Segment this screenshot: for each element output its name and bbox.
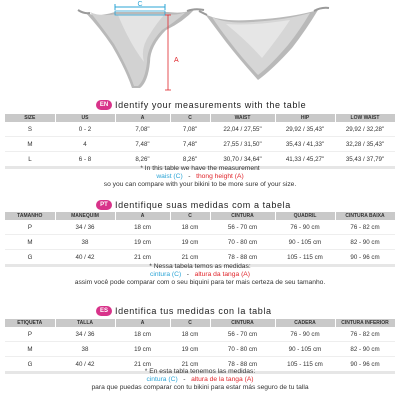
table-cell: 19 cm	[170, 342, 210, 357]
note-dash: -	[188, 173, 191, 181]
table-cell: 29,92 / 32,28"	[335, 122, 395, 137]
table-cell: 21 cm	[134, 360, 151, 368]
table-cell: 78 - 88 cm	[227, 253, 258, 261]
table-cell: 105 - 115 cm	[287, 253, 323, 261]
table-cell: 21 cm	[181, 360, 199, 368]
table-cell: 76 - 90 cm	[275, 220, 335, 235]
table-cell: 90 - 105 cm	[275, 235, 335, 250]
lang-badge-es: ES	[96, 306, 112, 316]
table-cell: 7,08"	[115, 122, 170, 137]
table-row	[5, 342, 395, 357]
table-cell: 78 - 88 cm	[227, 360, 258, 368]
column-header: WAIST	[210, 114, 275, 122]
column-header: QUADRIL	[275, 212, 335, 220]
table-cell: 82 - 90 cm	[335, 235, 395, 250]
note-dash: -	[183, 376, 186, 384]
note-thong: altura da tanga (A)	[194, 271, 250, 279]
table-cell: L	[28, 155, 32, 163]
note-line-2	[0, 376, 400, 384]
table-cell: 35,43 / 37,79"	[345, 155, 385, 163]
bikini-front-illustration	[78, 9, 204, 88]
note-dash: -	[186, 271, 190, 279]
table-row	[5, 220, 395, 235]
table-cell: 76 - 90 cm	[275, 327, 335, 342]
table-row	[5, 122, 395, 137]
table-cell: 4	[55, 137, 115, 152]
section-title-en: Identify your measurements with the table	[115, 100, 307, 110]
table-cell: 19 cm	[115, 342, 170, 357]
note-line-1: * En esta tabla tenemos las medidas:	[144, 368, 256, 375]
column-header: CADERA	[275, 319, 335, 327]
table-cell: P	[5, 220, 55, 235]
lang-badge-en: EN	[96, 100, 112, 110]
table-cell: G	[27, 360, 33, 368]
column-header: CINTURA	[210, 212, 275, 220]
note-line-3: assim você pode comparar com o seu biquini para ter mais certeza de seu tamanho.	[74, 279, 326, 287]
table-cell: G	[27, 253, 33, 261]
table-cell: 70 - 80 cm	[210, 342, 275, 357]
note-waist: waist (C)	[156, 173, 183, 181]
table-cell: 105 - 115 cm	[287, 360, 323, 368]
table-cell: M	[5, 235, 55, 250]
table-cell: M	[5, 342, 55, 357]
table-cell: 40 / 42	[75, 360, 95, 368]
section-title-es: Identifica tus medidas con la tabla	[115, 306, 272, 316]
table-cell: 19 cm	[115, 235, 170, 250]
table-cell: 41,33 / 45,27"	[285, 155, 325, 163]
table-cell: 82 - 90 cm	[335, 342, 395, 357]
note-line-3: so you can compare with your bikini to be more sure of your size.	[103, 181, 297, 189]
column-header: TALLA	[55, 319, 115, 327]
table-cell: 34 / 36	[55, 327, 115, 342]
section-header-en	[0, 98, 400, 112]
note-line-1: * In this table we have the measurement	[140, 165, 260, 172]
note-thong: thong height (A)	[196, 173, 244, 181]
table-cell: 90 - 105 cm	[275, 342, 335, 357]
column-header: LOW WAIST	[335, 114, 395, 122]
table-cell: 70 - 80 cm	[210, 235, 275, 250]
column-header: C	[170, 212, 210, 220]
note-thong: altura de la tanga (A)	[191, 376, 254, 384]
note-waist: cintura (C)	[146, 376, 178, 384]
column-header: CINTURA	[210, 319, 275, 327]
table-cell: 18 cm	[115, 220, 170, 235]
column-header: US	[55, 114, 115, 122]
table-cell: 30,70 / 34,64"	[223, 155, 262, 163]
column-header: TAMANHO	[5, 212, 55, 220]
table-cell: 90 - 96 cm	[350, 253, 380, 261]
note-en	[0, 165, 400, 190]
table-header-row	[5, 212, 395, 220]
section-header-pt	[0, 198, 400, 212]
table-cell: 0 - 2	[55, 122, 115, 137]
column-header: A	[115, 114, 170, 122]
table-cell: 22,04 / 27,55"	[210, 122, 275, 137]
column-header: C	[170, 319, 210, 327]
note-line-3: para que puedas comparar con tu bikini para estar más seguro de tu talla	[91, 384, 309, 392]
table-cell: S	[5, 122, 55, 137]
table-cell: 18 cm	[115, 327, 170, 342]
table-cell: 19 cm	[170, 235, 210, 250]
table-cell: 21 cm	[134, 253, 151, 261]
table-row	[5, 235, 395, 250]
column-header: SIZE	[5, 114, 55, 122]
table-cell: 34 / 36	[55, 220, 115, 235]
label-c: C	[137, 1, 143, 8]
note-pt	[0, 263, 400, 288]
table-cell: 38	[55, 235, 115, 250]
column-header: C	[170, 114, 210, 122]
table-cell: 7,48"	[115, 137, 170, 152]
table-cell: M	[5, 137, 55, 152]
bikini-back-illustration	[199, 8, 329, 80]
table-cell: 56 - 70 cm	[210, 327, 275, 342]
table-cell: 8,26"	[182, 155, 198, 163]
table-cell: 7,08"	[170, 122, 210, 137]
table-cell: P	[5, 327, 55, 342]
note-line-2	[0, 271, 400, 279]
table-cell: 38	[55, 342, 115, 357]
lang-badge-pt: PT	[96, 200, 112, 210]
note-line-1: * Nessa tabela temos as medidas:	[149, 263, 251, 270]
table-cell: 18 cm	[170, 327, 210, 342]
table-cell: 27,55 / 31,50"	[210, 137, 275, 152]
size-table-pt	[5, 212, 396, 267]
table-cell: 18 cm	[170, 220, 210, 235]
table-cell: 21 cm	[181, 253, 199, 261]
table-row	[5, 137, 395, 152]
table-row	[5, 250, 395, 265]
table-row	[5, 152, 395, 167]
column-header: A	[115, 319, 170, 327]
column-header: ETIQUETA	[5, 319, 55, 327]
column-header: MANEQUIM	[55, 212, 115, 220]
table-cell: 7,48"	[170, 137, 210, 152]
table-cell: 40 / 42	[75, 253, 95, 261]
table-cell: 29,92 / 35,43"	[275, 122, 335, 137]
table-cell: 76 - 82 cm	[335, 327, 395, 342]
column-header: A	[115, 212, 170, 220]
table-cell: 6 - 8	[78, 155, 92, 163]
note-waist: cintura (C)	[149, 271, 182, 279]
label-a: A	[174, 57, 179, 64]
note-line-2	[0, 173, 400, 181]
table-header-row	[5, 319, 395, 327]
section-header-es	[0, 304, 400, 318]
table-cell: 8,26"	[135, 155, 150, 163]
column-header: CINTURA BAIXA	[335, 212, 395, 220]
table-cell: 76 - 82 cm	[335, 220, 395, 235]
column-header: HIP	[275, 114, 335, 122]
size-table-en	[5, 114, 396, 169]
bikini-diagram	[0, 0, 400, 92]
table-cell: 56 - 70 cm	[210, 220, 275, 235]
note-es	[0, 368, 400, 393]
table-cell: 90 - 96 cm	[350, 360, 380, 368]
size-table-es	[5, 319, 396, 374]
section-title-pt: Identifique suas medidas com a tabela	[115, 200, 291, 210]
column-header: CINTURA INFERIOR	[335, 319, 395, 327]
table-cell: 35,43 / 41,33"	[275, 137, 335, 152]
table-row	[5, 327, 395, 342]
table-cell: 32,28 / 35,43"	[335, 137, 395, 152]
table-header-row	[5, 114, 395, 122]
